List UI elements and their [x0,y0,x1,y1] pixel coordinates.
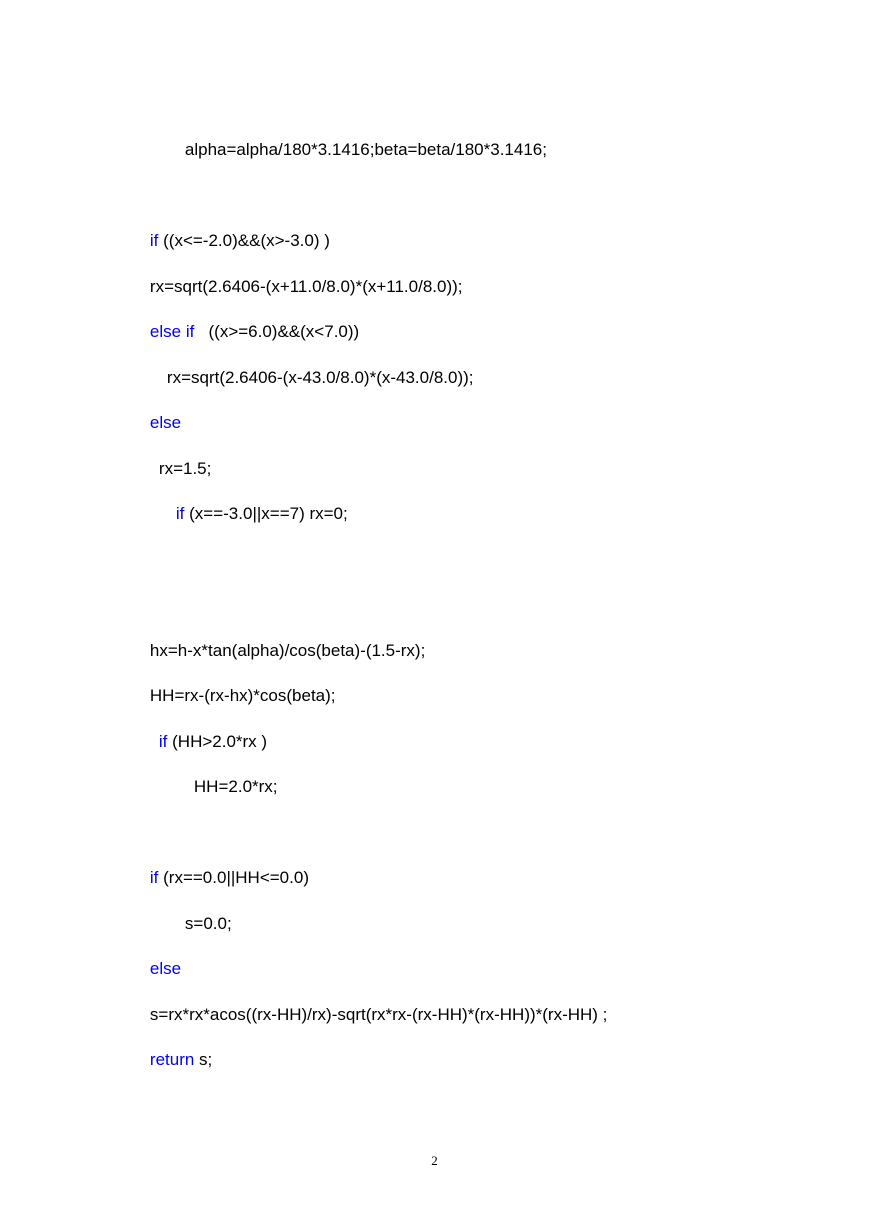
code-line-if-zero [131,845,309,887]
code-text: (rx==0.0||HH<=0.0) [158,868,309,887]
code-keyword: else [149,413,182,432]
code-line-if-hh-max [140,709,268,751]
code-line-if-range-1 [131,208,330,250]
code-text: rx=1.5; [158,459,212,478]
code-text: (x==-3.0||x==7) rx=0; [184,504,348,523]
code-line-hh-clamp [175,754,278,796]
code-line-rx-default [140,436,212,478]
code-keyword: else [149,959,182,978]
code-line-rx-sqrt-1 [131,254,463,296]
code-line-rx-sqrt-2 [148,345,474,387]
code-keyword: if [149,231,159,250]
code-text: rx=sqrt(2.6406-(x-43.0/8.0)*(x-43.0/8.0)); [166,368,474,387]
code-line-s-zero [166,891,232,933]
code-line-else-2 [131,936,182,978]
code-keyword: return [149,1050,195,1069]
code-line-if-boundary [157,481,348,523]
page-number: 2 [431,1153,438,1168]
code-line-hx [131,618,426,660]
code-text: HH=2.0*rx; [193,777,278,796]
code-line-s-formula [131,982,608,1024]
code-keyword: if [175,504,185,523]
code-text: HH=rx-(rx-hx)*cos(beta); [149,686,336,705]
code-text: s; [194,1050,213,1069]
code-text: alpha=alpha/180*3.1416;beta=beta/180*3.1416; [184,140,547,159]
code-keyword: else if [149,322,195,341]
code-text: hx=h-x*tan(alpha)/cos(beta)-(1.5-rx); [149,641,426,660]
code-text: s=0.0; [184,914,232,933]
code-text: ((x>=6.0)&&(x<7.0)) [194,322,360,341]
code-text: s=rx*rx*acos((rx-HH)/rx)-sqrt(rx*rx-(rx-HH)*(rx-HH))*(rx-HH) ; [149,1005,608,1024]
code-line-return [131,1027,213,1069]
code-line-angle-conversion [166,117,547,159]
code-text: (HH>2.0*rx ) [167,732,268,751]
code-keyword: if [149,868,159,887]
code-keyword: if [158,732,168,751]
code-line-else [131,390,182,432]
code-line-hh [131,663,336,705]
code-text: ((x<=-2.0)&&(x>-3.0) ) [158,231,330,250]
code-text: rx=sqrt(2.6406-(x+11.0/8.0)*(x+11.0/8.0)); [149,277,463,296]
code-line-else-if-range-2 [131,299,360,341]
